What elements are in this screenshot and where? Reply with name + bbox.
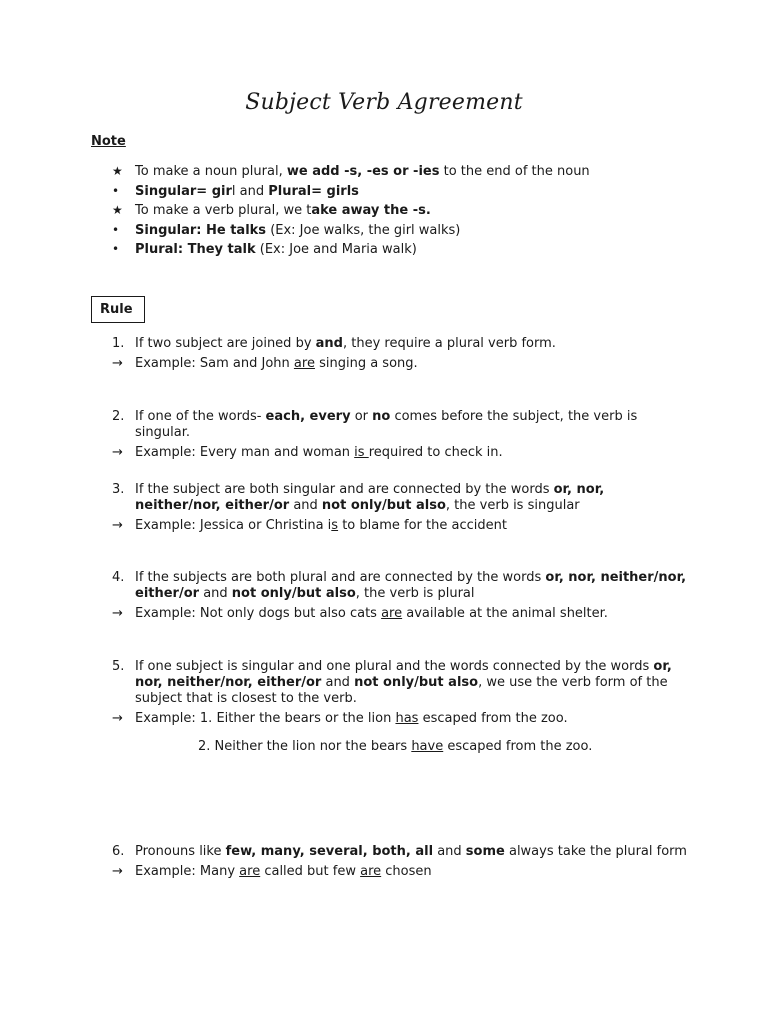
arrow-icon: →	[112, 864, 123, 879]
rule-example: Example: Jessica or Christina is to blame for the accident	[135, 518, 507, 533]
rule-text: If the subjects are both plural and are connected by the words or, nor, neither/nor, either/or and not only/but also, the verb is plural	[135, 570, 687, 601]
rule-item-5	[112, 659, 692, 727]
rule-text: If one of the words- each, every or no comes before the subject, the verb is singular.	[135, 409, 638, 440]
bullet-marker: •	[112, 183, 120, 198]
rule-heading-box: Rule	[91, 296, 145, 323]
bullet-text: To make a verb plural, we take away the -s.	[135, 203, 431, 218]
page-title: Subject Verb Agreement	[245, 90, 523, 115]
arrow-icon: →	[112, 445, 123, 460]
rule-text: If two subject are joined by and, they require a plural verb form.	[135, 336, 556, 351]
note-heading: Note	[91, 134, 126, 149]
arrow-icon: →	[112, 606, 123, 621]
rule-example: Example: Every man and woman is required to check in.	[135, 445, 503, 460]
rule-number: 2.	[112, 409, 125, 424]
note-bullet	[112, 182, 732, 202]
rule-item-4	[112, 570, 692, 622]
rule-number: 4.	[112, 570, 125, 585]
bullet-marker: ★	[112, 203, 123, 217]
rule-item-2	[112, 409, 692, 461]
rule-example-secondary: 2. Neither the lion nor the bears have escaped from the zoo.	[198, 739, 593, 754]
rule-item-3	[112, 482, 692, 534]
rule-example: Example: 1. Either the bears or the lion has escaped from the zoo.	[135, 711, 568, 726]
arrow-icon: →	[112, 711, 123, 726]
arrow-icon: →	[112, 356, 123, 371]
note-bullet	[112, 162, 732, 182]
rule-number: 3.	[112, 482, 125, 497]
bullet-text: Plural: They talk (Ex: Joe and Maria walk)	[135, 242, 417, 257]
rule-example: Example: Not only dogs but also cats are available at the animal shelter.	[135, 606, 608, 621]
rule-item-1	[112, 336, 692, 372]
rule-number: 1.	[112, 336, 125, 351]
rule-example: Example: Many are called but few are chosen	[135, 864, 432, 879]
rule-item-6	[112, 844, 692, 880]
bullet-marker: •	[112, 222, 120, 237]
note-bullet	[112, 221, 732, 241]
rule-number: 5.	[112, 659, 125, 674]
bullet-text: Singular: He talks (Ex: Joe walks, the girl walks)	[135, 222, 461, 238]
note-bullet	[112, 201, 732, 221]
bullet-marker: ★	[112, 164, 123, 178]
rule-number: 6.	[112, 844, 125, 859]
rule-text: Pronouns like few, many, several, both, all and some always take the plural form	[135, 844, 687, 859]
rule-text: If one subject is singular and one plural and the words connected by the words or, nor, neither/nor, either/or and not only/but also, we use the verb form of the subject that is closest to the verb.	[135, 659, 672, 706]
bullet-text: Singular= girl and Plural= girls	[135, 183, 359, 199]
bullet-text: To make a noun plural, we add -s, -es or -ies to the end of the noun	[135, 164, 590, 179]
note-bullet	[112, 240, 732, 260]
rule-text: If the subject are both singular and are connected by the words or, nor, neither/nor, either/or and not only/but also, the verb is singular	[135, 482, 605, 513]
arrow-icon: →	[112, 518, 123, 533]
bullet-marker: •	[112, 242, 120, 256]
rule-example: Example: Sam and John are singing a song.	[135, 356, 418, 371]
note-bullet-list	[112, 162, 732, 260]
